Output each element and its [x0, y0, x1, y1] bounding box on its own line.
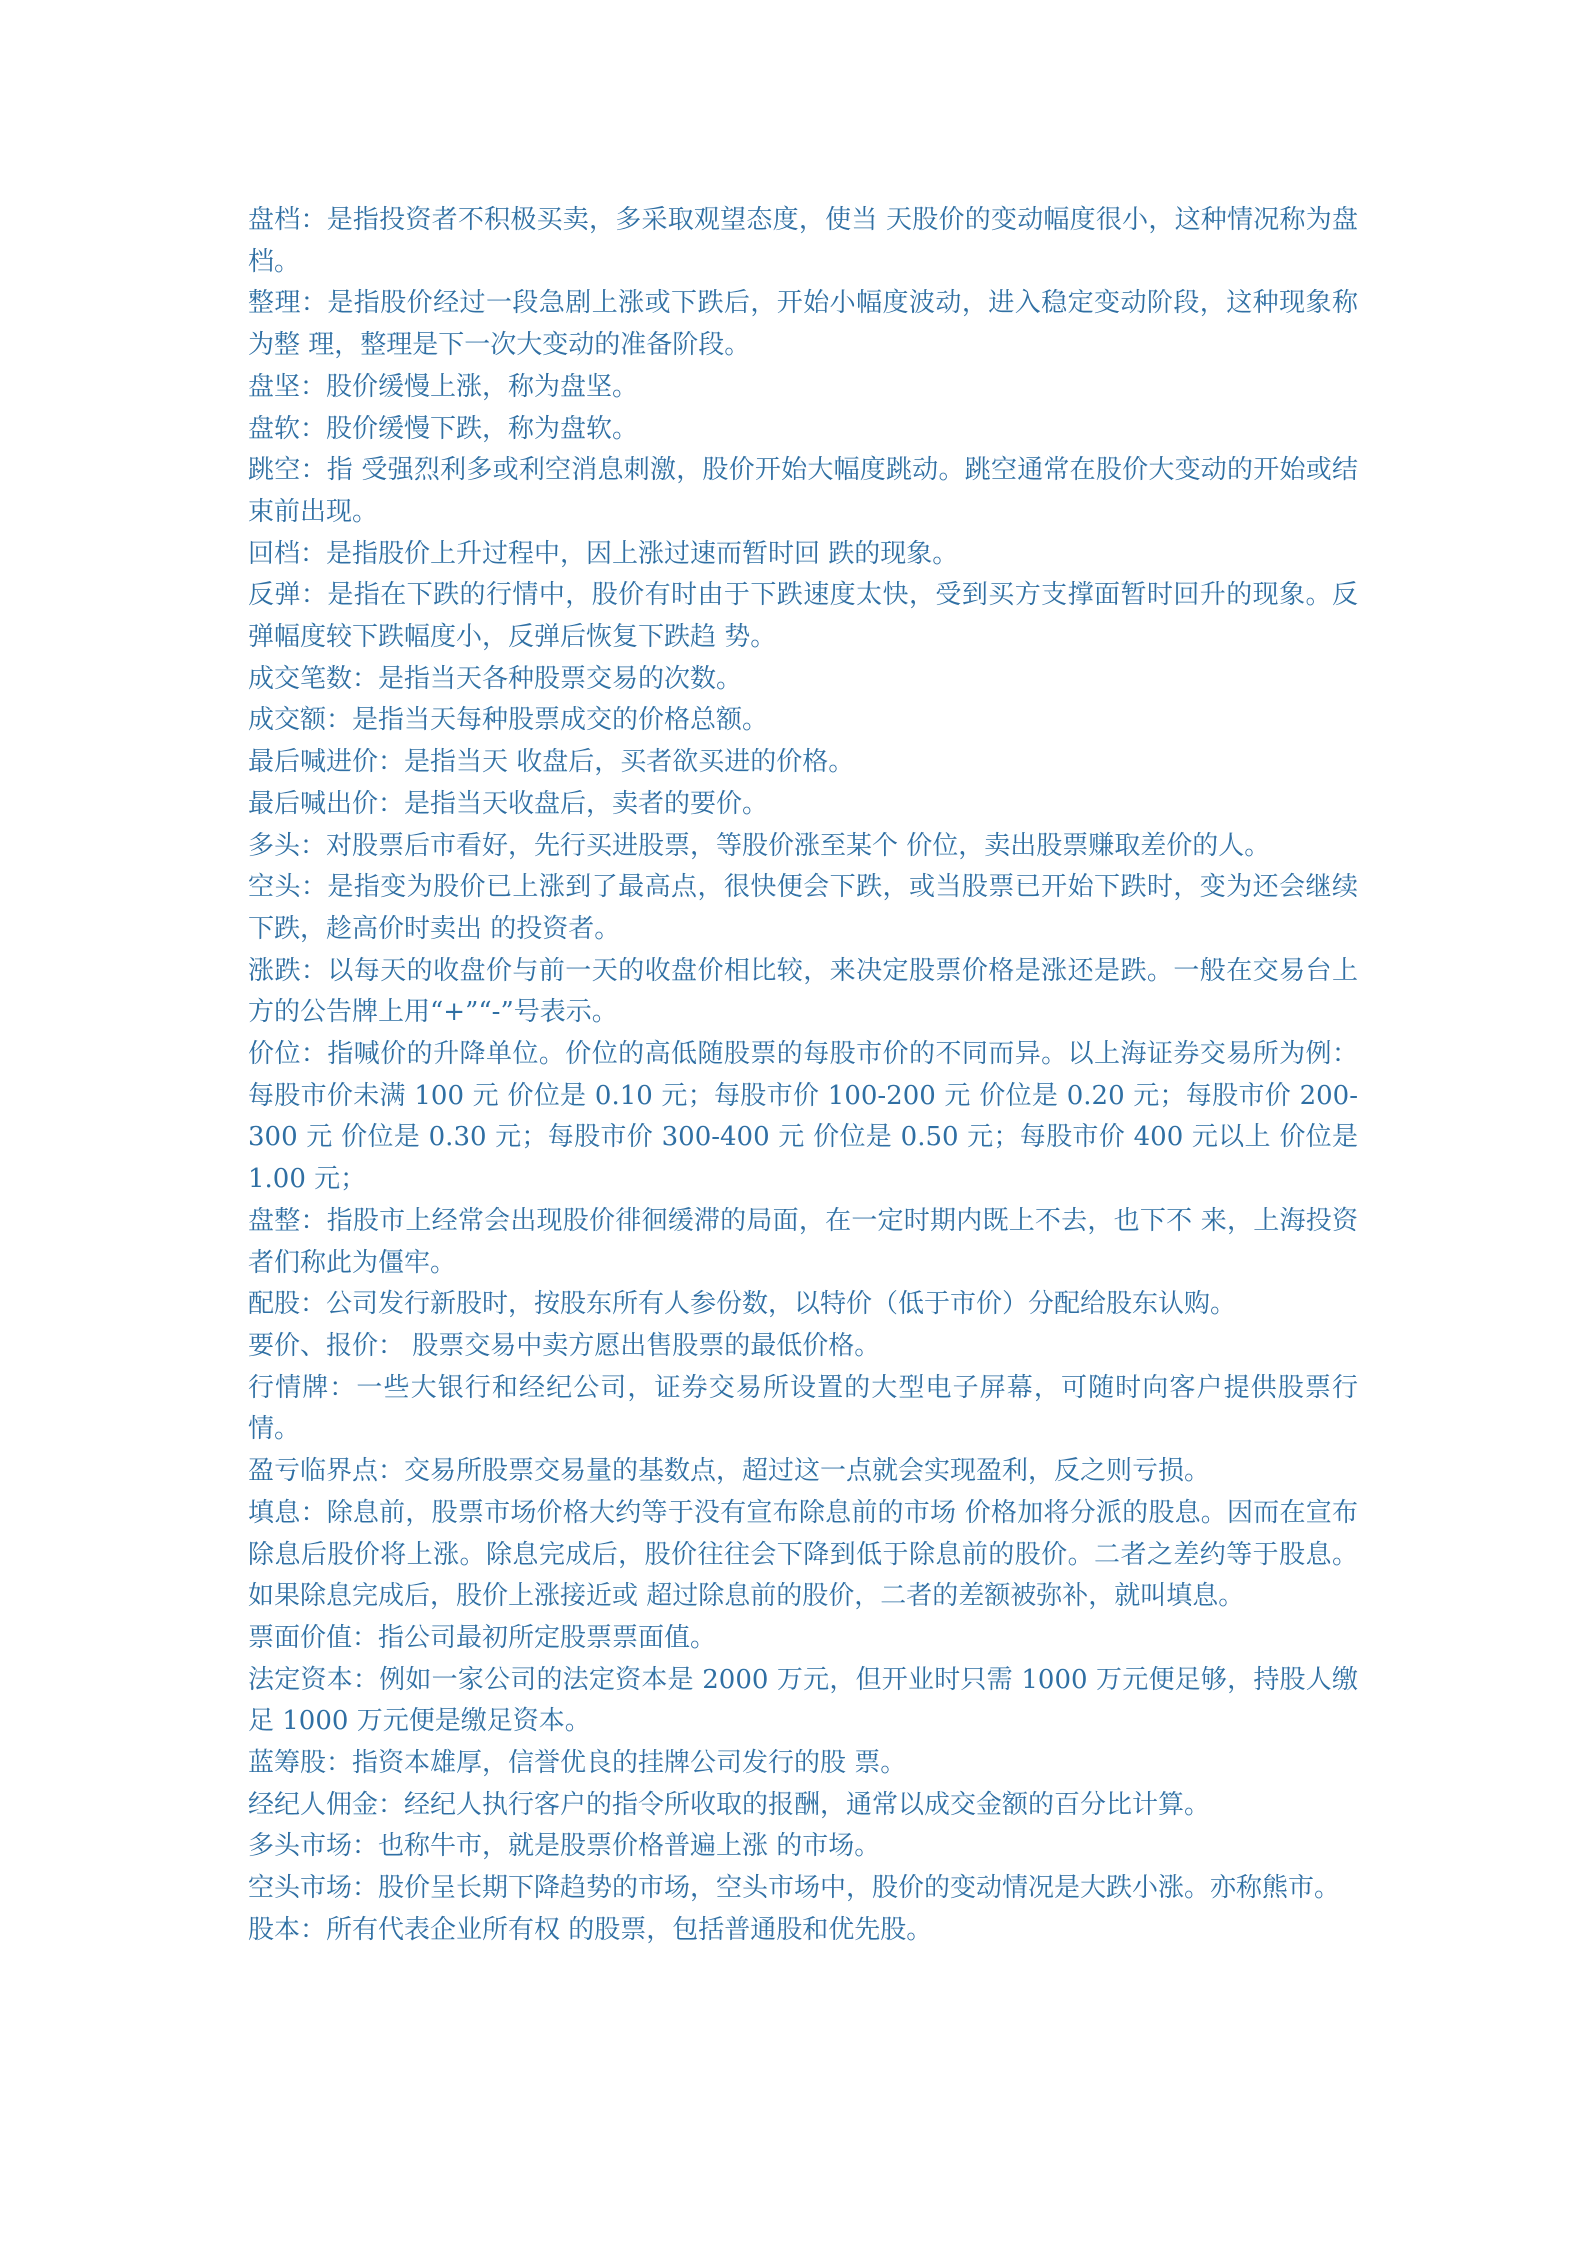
- glossary-entry: [248, 1451, 1358, 1493]
- glossary-definition: 股价缓慢下跌，称为盘软。: [326, 413, 639, 444]
- glossary-definition: 是指股价上升过程中，因上涨过速而暂时回 跌的现象。: [326, 538, 959, 569]
- glossary-term: 空头市场: [248, 1873, 353, 1904]
- glossary-entry: [248, 200, 1358, 283]
- glossary-definition: 是指在下跌的行情中，股价有时由于下跌速度太快，受到买方支撑面暂时回升的现象。反弹幅度较下跌幅度小，反弹后恢复下跌趋 势。: [248, 580, 1358, 653]
- glossary-term: 整理: [248, 288, 301, 319]
- glossary-term: 反弹: [248, 580, 301, 611]
- glossary-entry: [248, 534, 1358, 576]
- glossary-entry: [248, 1618, 1358, 1660]
- glossary-definition: 是指当天各种股票交易的次数。: [378, 663, 743, 694]
- glossary-definition: 是指投资者不积极买卖，多采取观望态度，使当 天股价的变动幅度很小，这种情况称为盘档。: [248, 205, 1358, 277]
- glossary-separator: ：: [300, 538, 327, 569]
- glossary-separator: ：: [300, 1205, 327, 1236]
- glossary-separator: ：: [300, 872, 328, 903]
- glossary-separator: ：: [326, 1748, 353, 1779]
- glossary-separator: ：: [326, 705, 353, 736]
- glossary-separator: ：: [300, 830, 327, 861]
- glossary-separator: ：: [300, 955, 328, 986]
- glossary-term: 成交笔数: [248, 663, 353, 694]
- glossary-separator: ：: [300, 288, 328, 319]
- glossary-term: 价位: [248, 1039, 301, 1070]
- glossary-entry: [248, 1785, 1358, 1827]
- glossary-separator: ：: [300, 580, 328, 611]
- glossary-term: 法定资本: [248, 1664, 353, 1695]
- glossary-term: 空头: [248, 872, 301, 903]
- glossary-term: 盘坚: [248, 371, 301, 402]
- glossary-definition: 是指股价经过一段急剧上涨或下跌后，开始小幅度波动，进入稳定变动阶段，这种现象称为整 理，整理是下一次大变动的准备阶段。: [248, 288, 1358, 361]
- glossary-term: 盘软: [248, 413, 301, 444]
- glossary-definition: 除息前，股票市场价格大约等于没有宣布除息前的市场 价格加将分派的股息。因而在宣布除息后股价将上涨。除息完成后，股价往往会下降到低于除息前的股价。二者之差约等于股息。如果除息完成后，股价上涨接近或 超过除息前的股价，二者的差额被弥补，就叫填息。: [248, 1497, 1358, 1612]
- glossary-term: 盘整: [248, 1205, 301, 1236]
- glossary-term: 最后喊出价: [248, 788, 379, 819]
- glossary-body: [248, 200, 1358, 1952]
- glossary-separator: ：: [300, 205, 327, 235]
- glossary-term: 要价、报价: [248, 1330, 379, 1361]
- glossary-separator: ：: [378, 1456, 405, 1487]
- glossary-separator: ：: [300, 1039, 328, 1070]
- glossary-entry: [248, 1868, 1358, 1910]
- glossary-definition: 公司发行新股时，按股东所有人参份数，以特价（低于市价）分配给股东认购。: [326, 1289, 1237, 1320]
- glossary-entry: [248, 283, 1358, 366]
- glossary-entry: [248, 575, 1358, 658]
- glossary-definition: 交易所股票交易量的基数点，超过这一点就会实现盈利，反之则亏损。: [404, 1456, 1211, 1487]
- glossary-definition: 指股市上经常会出现股价徘徊缓滞的局面，在一定时期内既上不去，也下不 来，上海投资者们称此为僵牢。: [248, 1205, 1358, 1278]
- glossary-definition: 股票交易中卖方愿出售股票的最低价格。: [404, 1330, 881, 1361]
- glossary-entry: [248, 1743, 1358, 1785]
- glossary-definition: 股价缓慢上涨，称为盘坚。: [326, 371, 639, 402]
- glossary-definition: 指公司最初所定股票票面值。: [378, 1622, 717, 1653]
- glossary-separator: ：: [300, 413, 327, 444]
- glossary-entry: [248, 659, 1358, 701]
- glossary-entry: [248, 1826, 1358, 1868]
- glossary-term: 经纪人佣金: [248, 1789, 379, 1820]
- glossary-separator: ：: [378, 1789, 405, 1820]
- glossary-entry: [248, 826, 1358, 868]
- glossary-separator: ：: [378, 747, 405, 778]
- glossary-term: 跳空: [248, 455, 301, 486]
- glossary-term: 盘档: [248, 205, 301, 235]
- glossary-definition: 是指当天 收盘后，买者欲买进的价格。: [404, 747, 855, 778]
- glossary-entry: [248, 951, 1358, 1034]
- glossary-separator: ：: [352, 1664, 380, 1695]
- glossary-definition: 所有代表企业所有权 的股票，包括普通股和优先股。: [326, 1914, 933, 1945]
- glossary-entry: [248, 450, 1358, 533]
- glossary-definition: 经纪人执行客户的指令所收取的报酬，通常以成交金额的百分比计算。: [404, 1789, 1211, 1820]
- glossary-entry: [248, 1326, 1358, 1368]
- glossary-separator: ：: [300, 371, 327, 402]
- glossary-separator: ：: [329, 1372, 357, 1403]
- glossary-term: 行情牌: [248, 1372, 330, 1403]
- glossary-entry: [248, 409, 1358, 451]
- glossary-separator: ：: [378, 1330, 405, 1361]
- glossary-separator: ：: [352, 1831, 379, 1862]
- glossary-term: 最后喊进价: [248, 747, 379, 778]
- glossary-entry: [248, 1368, 1358, 1451]
- glossary-separator: ：: [300, 1497, 327, 1528]
- glossary-definition: 是指当天收盘后，卖者的要价。: [404, 788, 769, 819]
- glossary-term: 成交额: [248, 705, 327, 736]
- glossary-term: 票面价值: [248, 1622, 353, 1653]
- glossary-definition: 指资本雄厚，信誉优良的挂牌公司发行的股 票。: [352, 1748, 907, 1779]
- glossary-term: 多头: [248, 830, 301, 861]
- glossary-definition: 是指当天每种股票成交的价格总额。: [352, 705, 769, 736]
- glossary-separator: ：: [300, 1914, 327, 1945]
- glossary-separator: ：: [378, 788, 405, 819]
- glossary-separator: ：: [352, 1873, 379, 1904]
- glossary-entry: [248, 1493, 1358, 1618]
- glossary-definition: 指喊价的升降单位。价位的高低随股票的每股市价的不同而异。以上海证券交易所为例：每股市价未满 100 元 价位是 0.10 元；每股市价 100-200 元 价位是 0.20 元；每股市价 200-300 元 价位是 0.30 元；每股市价 300-400 元 价位是 0.50 元；每股市价 400 元以上 价位是 1.00 元；: [248, 1039, 1358, 1195]
- glossary-term: 股本: [248, 1914, 301, 1945]
- glossary-separator: ：: [300, 455, 327, 486]
- glossary-definition: 是指变为股价已上涨到了最高点，很快便会下跌，或当股票已开始下跌时，变为还会继续下跌，趁高价时卖出 的投资者。: [248, 872, 1358, 944]
- glossary-entry: [248, 742, 1358, 784]
- glossary-entry: [248, 1910, 1358, 1952]
- glossary-term: 涨跌: [248, 955, 301, 986]
- glossary-definition: 一些大银行和经纪公司，证券交易所设置的大型电子屏幕，可随时向客户提供股票行情。: [248, 1372, 1358, 1445]
- glossary-definition: 对股票后市看好，先行买进股票，等股价涨至某个 价位，卖出股票赚取差价的人。: [326, 830, 1271, 861]
- glossary-term: 蓝筹股: [248, 1748, 327, 1779]
- glossary-definition: 指 受强烈利多或利空消息刺激，股价开始大幅度跳动。跳空通常在股价大变动的开始或结束前出现。: [248, 455, 1358, 527]
- glossary-separator: ：: [352, 1622, 379, 1653]
- glossary-separator: ：: [300, 1289, 327, 1320]
- glossary-definition: 股价呈长期下降趋势的市场，空头市场中，股价的变动情况是大跌小涨。亦称熊市。: [378, 1873, 1341, 1904]
- glossary-term: 配股: [248, 1289, 301, 1320]
- glossary-definition: 也称牛市，就是股票价格普遍上涨 的市场。: [378, 1831, 881, 1862]
- glossary-entry: [248, 1034, 1358, 1201]
- glossary-definition: 例如一家公司的法定资本是 2000 万元，但开业时只需 1000 万元便足够，持股人缴足 1000 万元便是缴足资本。: [248, 1664, 1358, 1737]
- glossary-entry: [248, 784, 1358, 826]
- glossary-term: 多头市场: [248, 1831, 353, 1862]
- glossary-entry: [248, 1284, 1358, 1326]
- glossary-entry: [248, 700, 1358, 742]
- glossary-term: 回档: [248, 538, 301, 569]
- glossary-entry: [248, 1660, 1358, 1743]
- glossary-definition: 以每天的收盘价与前一天的收盘价相比较，来决定股票价格是涨还是跌。一般在交易台上方的公告牌上用“+”“-”号表示。: [248, 955, 1358, 1028]
- glossary-entry: [248, 1201, 1358, 1284]
- glossary-entry: [248, 367, 1358, 409]
- glossary-entry: [248, 867, 1358, 950]
- glossary-term: 填息: [248, 1497, 301, 1528]
- glossary-separator: ：: [352, 663, 379, 694]
- glossary-term: 盈亏临界点: [248, 1456, 379, 1487]
